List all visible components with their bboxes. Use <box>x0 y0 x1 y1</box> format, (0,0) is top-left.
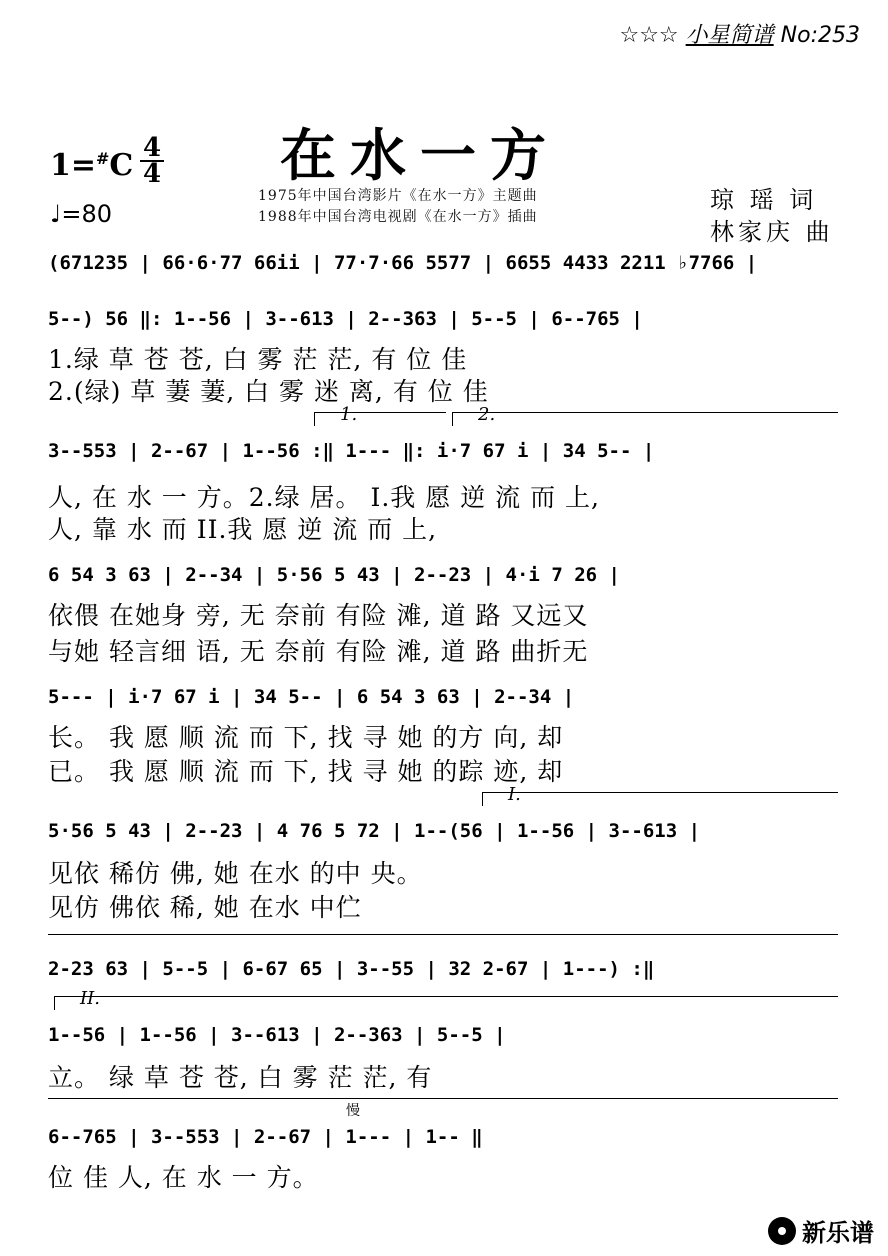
ending-II-tick <box>54 996 55 1010</box>
lyric-row-5-verse-1: 长。 我 愿 顺 流 而 下, 找 寻 她 的方 向, 却 <box>48 723 564 752</box>
lyric-row-4-verse-1: 依偎 在她身 旁, 无 奈前 有险 滩, 道 路 又远又 <box>48 601 589 630</box>
notation-row-7: 2-23 63 | 5--5 | 6-67 65 | 3--55 | 32 2-67 | 1---) :‖ <box>48 958 655 980</box>
tempo-marking: ♩=80 <box>50 200 112 228</box>
site-logo <box>768 1213 874 1248</box>
lyric-row-6-verse-2: 见仿 佛依 稀, 她 在水 中伫 <box>48 893 362 922</box>
notation-row-2: 5--) 56 ‖: 1--56 | 3--613 | 2--363 | 5--5 | 6--765 | <box>48 308 643 330</box>
lyric-row-2-verse-1: 1.绿 草 苍 苍, 白 雾 茫 茫, 有 位 佳 <box>48 345 468 374</box>
stars-text: ☆☆☆ <box>619 23 679 48</box>
notation-row-3: 3--553 | 2--67 | 1--56 :‖ 1--- ‖: i·7 67 i | 34 5-- | <box>48 440 655 462</box>
notation-row-1: (671235 | 66·6·77 66ii | 77·7·66 5577 | 6655 4433 2211 ♭7766 | <box>48 252 758 274</box>
lyric-row-3-verse-1: 人, 在 水 一 方。2.绿 居。 I.我 愿 逆 流 而 上, <box>48 483 600 512</box>
lyric-row-4-verse-2: 与她 轻言细 语, 无 奈前 有险 滩, 道 路 曲折无 <box>48 637 589 666</box>
time-signature <box>140 133 164 189</box>
song-title: 在水一方 <box>280 123 560 189</box>
notation-row-6: 5·56 5 43 | 2--23 | 4 76 5 72 | 1--(56 | 1--56 | 3--613 | <box>48 820 701 842</box>
ending-I-continuation <box>48 934 838 935</box>
vinyl-disc-icon <box>768 1217 796 1245</box>
ending-II-continuation <box>48 1098 838 1099</box>
volta-2-label: 2. <box>478 404 496 425</box>
ending-I-label: I. <box>508 784 521 805</box>
series-number: No:253 <box>780 23 860 48</box>
lyric-row-2-verse-2: 2.(绿) 草 萋 萋, 白 雾 迷 离, 有 位 佳 <box>48 377 489 406</box>
composer: 林家庆 曲 <box>710 218 834 246</box>
series-name: 小星简谱 <box>685 23 774 48</box>
volta-2-tick <box>452 412 453 426</box>
ending-I-bracket <box>482 792 838 793</box>
lyric-row-9: 位 佳 人, 在 水 一 方。 <box>48 1163 319 1192</box>
ending-I-tick <box>482 792 483 806</box>
logo-text: 新乐谱 <box>802 1219 874 1247</box>
lyricist: 琼 瑶 词 <box>710 186 818 214</box>
volta-1-tick <box>314 412 315 426</box>
time-top: 4 <box>142 133 162 163</box>
notation-row-4: 6 54 3 63 | 2--34 | 5·56 5 43 | 2--23 | 4·i 7 26 | <box>48 564 620 586</box>
lyric-row-8: 立。 绿 草 苍 苍, 白 雾 茫 茫, 有 <box>48 1063 433 1092</box>
lyric-row-5-verse-2: 已。 我 愿 顺 流 而 下, 找 寻 她 的踪 迹, 却 <box>48 757 564 786</box>
volta-1-bracket <box>314 412 446 413</box>
quarter-note-icon: ♩ <box>50 200 62 228</box>
lyric-row-6-verse-1: 见依 稀仿 佛, 她 在水 的中 央。 <box>48 859 423 888</box>
time-bottom: 4 <box>140 160 164 186</box>
notation-row-8: 1--56 | 1--56 | 3--613 | 2--363 | 5--5 | <box>48 1024 506 1046</box>
source-line-2: 1988年中国台湾电视剧《在水一方》插曲 <box>258 209 538 225</box>
notation-row-5: 5--- | i·7 67 i | 34 5-- | 6 54 3 63 | 2--34 | <box>48 686 575 708</box>
tempo-slow-mark: 慢 <box>346 1103 360 1119</box>
key-signature: 1=#C <box>50 148 134 183</box>
ending-II-bracket <box>54 996 838 997</box>
series-label <box>619 18 860 49</box>
volta-1-label: 1. <box>340 404 358 425</box>
volta-2-bracket <box>452 412 838 413</box>
ending-II-label: II. <box>80 988 100 1009</box>
notation-row-9: 6--765 | 3--553 | 2--67 | 1--- | 1-- ‖ <box>48 1126 483 1148</box>
source-line-1: 1975年中国台湾影片《在水一方》主题曲 <box>258 188 538 204</box>
lyric-row-3-verse-2: 人, 靠 水 而 II.我 愿 逆 流 而 上, <box>48 515 438 544</box>
